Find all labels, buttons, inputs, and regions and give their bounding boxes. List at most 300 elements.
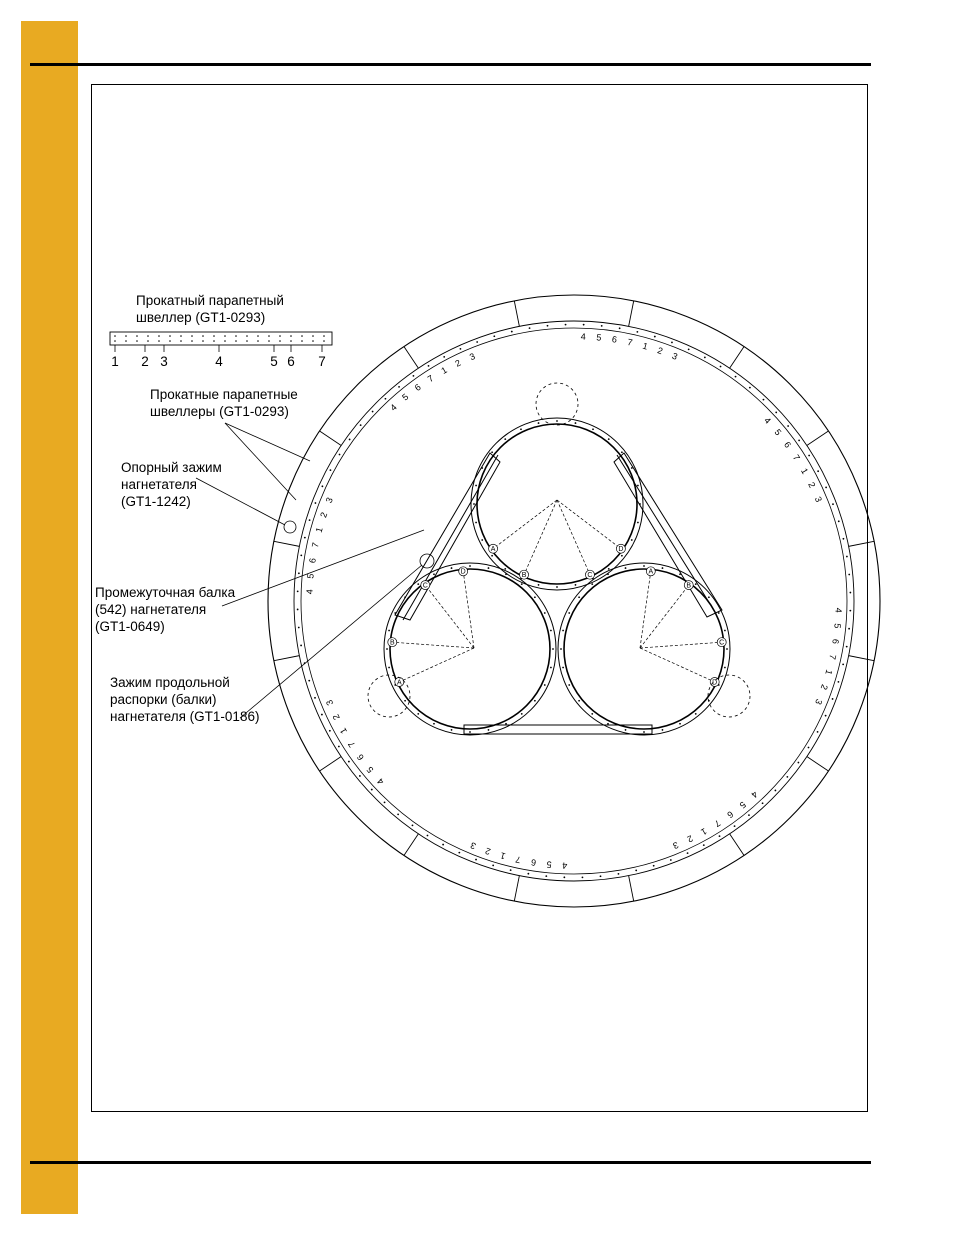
bolt-hole	[371, 789, 373, 791]
bolt-hole	[458, 852, 460, 854]
ring-number: 4	[833, 607, 844, 613]
ring-number: 7	[626, 336, 634, 348]
ring-channel-numbers	[304, 331, 843, 870]
channel-hole	[158, 335, 160, 337]
blower-inner-ring	[390, 569, 550, 729]
bolt-hole	[825, 487, 827, 489]
channel-hole	[257, 340, 259, 342]
blower-hole	[388, 630, 390, 632]
ring-number: 5	[305, 573, 316, 580]
ring-number: 2	[656, 345, 665, 357]
blower-hole	[591, 713, 593, 715]
ring-number: 4	[749, 789, 760, 800]
blower-frame	[395, 453, 725, 734]
channel-hole	[147, 335, 149, 337]
channel-hole	[301, 335, 303, 337]
ring-number: 6	[307, 557, 318, 564]
ring-number: 7	[309, 541, 321, 549]
blower-hole	[550, 667, 552, 669]
blower-inner-ring	[564, 569, 724, 729]
ring-number: 2	[818, 683, 830, 692]
ring-number: 5	[832, 622, 843, 629]
blower-hole	[404, 596, 406, 598]
blower-inner-ring	[477, 424, 637, 584]
blower-hole	[475, 485, 477, 487]
hole-letter: C	[719, 639, 725, 647]
bolt-hole	[583, 324, 585, 326]
ring-number: 3	[671, 839, 680, 851]
ring-number: 5	[364, 764, 376, 775]
ring-number: 4	[562, 860, 568, 871]
blower-hole	[608, 438, 610, 440]
channel-hole	[213, 340, 215, 342]
bolt-hole	[846, 556, 848, 558]
blower-hole	[621, 555, 623, 557]
blower-hole	[552, 648, 554, 650]
channel-hole	[136, 340, 138, 342]
blower-hole	[637, 485, 639, 487]
bolt-hole	[786, 776, 788, 778]
support-clamp-marker	[284, 521, 296, 533]
ring-number: 7	[514, 854, 522, 866]
ring-number: 1	[337, 726, 350, 736]
channel-hole	[235, 335, 237, 337]
blower-hole	[556, 586, 558, 588]
blower-hole	[724, 630, 726, 632]
hole-reference-line	[399, 648, 474, 682]
blower-hole	[491, 555, 493, 557]
ring-number: 4	[304, 589, 315, 595]
channel-hole	[202, 340, 204, 342]
bolt-hole	[398, 386, 400, 388]
segment-tick	[320, 757, 342, 771]
ring-bolt-holes	[297, 324, 852, 879]
hole-letter: D	[712, 679, 718, 687]
bolt-hole	[427, 835, 429, 837]
bolt-hole	[848, 628, 850, 630]
channel-hole	[125, 335, 127, 337]
bolt-hole	[493, 335, 495, 337]
bolt-hole	[339, 454, 341, 456]
bolt-hole	[321, 714, 323, 716]
channel-hole	[136, 335, 138, 337]
segment-tick	[514, 301, 519, 327]
bolt-hole	[838, 520, 840, 522]
blower-hole	[538, 584, 540, 586]
bolt-hole	[653, 865, 655, 867]
ring-number: 2	[330, 712, 342, 722]
bolt-hole	[808, 455, 810, 457]
bolt-hole	[843, 538, 845, 540]
blower-hole	[534, 596, 536, 598]
ring-number: 6	[782, 439, 794, 450]
hole-letter: C	[587, 572, 593, 580]
bolt-hole	[787, 425, 789, 427]
ring-number: 2	[483, 845, 492, 857]
ring-number: 7	[425, 373, 436, 385]
hole-letter: A	[490, 546, 496, 554]
blower-hole	[718, 612, 720, 614]
callout-channel-plural: Прокатные парапетные швеллеры (GT1-0293)	[150, 387, 298, 419]
channel-hole	[257, 335, 259, 337]
ring-number: 5	[546, 859, 553, 870]
bolt-hole	[719, 835, 721, 837]
channel-hole	[224, 340, 226, 342]
bolt-hole	[671, 342, 673, 344]
ring-number: 3	[324, 698, 336, 707]
leader-lines	[196, 423, 434, 718]
blower-hole	[592, 428, 594, 430]
bolt-hole	[413, 375, 415, 377]
hole-reference-line	[524, 500, 557, 575]
channel-hole	[235, 340, 237, 342]
bolt-hole	[297, 590, 299, 592]
ring-number: 6	[611, 334, 618, 345]
ring-number: 7	[346, 739, 358, 750]
blower-hole	[534, 700, 536, 702]
channel-bar	[110, 332, 332, 345]
blower-hole	[433, 723, 435, 725]
blower-hole	[550, 630, 552, 632]
bolt-hole	[527, 873, 529, 875]
channel-hole	[125, 340, 127, 342]
bolt-hole	[582, 876, 584, 878]
segment-tick	[730, 834, 744, 856]
bolt-hole	[703, 844, 705, 846]
hole-reference-line	[557, 500, 621, 549]
blower-hole	[578, 596, 580, 598]
bolt-hole	[849, 592, 851, 594]
bolt-hole	[774, 790, 776, 792]
channel-hole	[246, 340, 248, 342]
bolt-hole	[338, 746, 340, 748]
segment-tick	[849, 656, 875, 661]
blower-hole	[621, 451, 623, 453]
bolt-hole	[298, 572, 300, 574]
bolt-hole	[385, 398, 387, 400]
channel-hole	[312, 335, 314, 337]
ring-number: 3	[468, 351, 477, 363]
ring-number: 2	[806, 480, 818, 490]
blower-hole	[538, 422, 540, 424]
segment-tick	[730, 347, 744, 369]
bolt-hole	[763, 399, 765, 401]
blower-hole	[607, 723, 609, 725]
blower-hole	[726, 648, 728, 650]
bolt-hole	[842, 663, 844, 665]
bolt-hole	[442, 844, 444, 846]
hole-reference-line	[640, 568, 654, 648]
ring-number: 1	[641, 340, 649, 352]
ring-number: 4	[762, 415, 773, 426]
ring-segment-ticks	[274, 301, 874, 901]
bolt-hole	[298, 627, 300, 629]
blower-hole	[451, 567, 453, 569]
channel-position-label: 2	[141, 354, 149, 369]
blower-outer-ring	[558, 563, 730, 735]
bolt-hole	[704, 357, 706, 359]
ring-number: 4	[580, 331, 586, 342]
segment-tick	[629, 301, 634, 327]
channel-hole	[290, 340, 292, 342]
bolt-hole	[300, 554, 302, 556]
bolt-hole	[476, 341, 478, 343]
bolt-hole	[360, 424, 362, 426]
hole-reference-line	[640, 648, 715, 682]
bolt-hole	[397, 813, 399, 815]
segment-tick	[629, 876, 634, 902]
ring-number: 1	[699, 825, 709, 838]
hole-letter: D	[618, 546, 624, 554]
bolt-hole	[492, 865, 494, 867]
callout-intermediate-beam: Промежуточная балка (542) нагнетателя (GT1-0649)	[95, 585, 236, 634]
bolt-hole	[547, 325, 549, 327]
channel-position-label: 1	[111, 354, 119, 369]
channel-hole	[191, 335, 193, 337]
ring-number: 2	[685, 833, 695, 845]
bolt-hole	[412, 825, 414, 827]
channel-hole	[180, 335, 182, 337]
bolt-hole	[762, 802, 764, 804]
bolt-hole	[372, 411, 374, 413]
blower-hole	[625, 729, 627, 731]
bolt-hole	[545, 875, 547, 877]
bolt-hole	[475, 859, 477, 861]
blower-hole	[560, 648, 562, 650]
bolt-hole	[563, 876, 565, 878]
bolt-hole	[838, 681, 840, 683]
callout-brace-clamp: Зажим продольной распорки (балки) нагнетателя (GT1-0186)	[110, 675, 260, 724]
bolt-hole	[817, 470, 819, 472]
channel-hole	[301, 340, 303, 342]
segment-tick	[404, 347, 418, 369]
bolt-hole	[329, 730, 331, 732]
channel-hole	[180, 340, 182, 342]
channel-position-label: 6	[287, 354, 295, 369]
blower-hole	[504, 438, 506, 440]
bolt-hole	[848, 574, 850, 576]
ring-number: 1	[823, 668, 835, 676]
bolt-hole	[635, 870, 637, 872]
blower-hole	[631, 539, 633, 541]
channel-hole	[279, 335, 281, 337]
ring-number: 1	[313, 526, 325, 534]
bolt-hole	[321, 485, 323, 487]
bolt-hole	[735, 376, 737, 378]
channel-hole	[202, 335, 204, 337]
blower-units	[384, 418, 730, 735]
channel-position-ticks	[111, 345, 326, 369]
blower-hole	[562, 667, 564, 669]
bolt-hole	[309, 519, 311, 521]
channel-hole	[213, 335, 215, 337]
bolt-hole	[348, 761, 350, 763]
hole-reference-line	[493, 500, 557, 549]
hole-reference-line	[640, 585, 689, 648]
blower-hole	[520, 428, 522, 430]
channel-hole	[246, 335, 248, 337]
blower-hole	[662, 567, 664, 569]
channel-holes	[114, 335, 325, 342]
blower-hole	[608, 568, 610, 570]
ring-number: 3	[812, 495, 824, 504]
hole-reference-line	[640, 639, 725, 648]
hole-letter: A	[648, 568, 654, 576]
blower-hole	[607, 573, 609, 575]
blower-hole	[473, 503, 475, 505]
bolt-hole	[619, 327, 621, 329]
hole-reference-line	[425, 585, 474, 648]
callout-channel-single: Прокатный парапетный швеллер (GT1-0293)	[136, 293, 284, 325]
ring-number: 6	[530, 857, 537, 868]
bolt-hole	[636, 331, 638, 333]
blower-hole	[643, 565, 645, 567]
ring-number: 4	[388, 402, 399, 413]
bolt-hole	[670, 859, 672, 861]
segment-tick	[404, 834, 418, 856]
blower-hole	[544, 684, 546, 686]
blower-hole	[469, 731, 471, 733]
ring-number: 5	[737, 799, 748, 811]
blower-hole	[481, 539, 483, 541]
blower-hole	[562, 630, 564, 632]
channel-hole	[268, 340, 270, 342]
bolt-hole	[687, 852, 689, 854]
blower-hole	[504, 568, 506, 570]
blower-hole	[556, 420, 558, 422]
ring-number: 3	[813, 697, 825, 707]
blower-hole	[639, 503, 641, 505]
ring-number: 6	[354, 752, 366, 763]
ring-number: 7	[712, 817, 723, 829]
channel-detail	[110, 332, 332, 369]
channel-position-label: 5	[270, 354, 278, 369]
blower-hole	[631, 467, 633, 469]
bolt-hole	[428, 365, 430, 367]
blower-hole	[505, 723, 507, 725]
ring-number: 2	[318, 510, 330, 519]
ring-number: 4	[375, 776, 386, 787]
bolt-hole	[798, 440, 800, 442]
blower-hole	[521, 713, 523, 715]
bolt-hole	[618, 873, 620, 875]
callout-support-clamp: Опорный зажим нагнетателя (GT1-1242)	[121, 460, 222, 509]
bolt-hole	[849, 610, 851, 612]
bolt-hole	[315, 502, 317, 504]
blower-hole	[568, 684, 570, 686]
blower-hole	[643, 731, 645, 733]
channel-hole	[224, 335, 226, 337]
blower-hole	[662, 729, 664, 731]
blower-hole	[578, 700, 580, 702]
ring-number: 5	[772, 427, 784, 438]
segment-tick	[274, 541, 300, 546]
blower-hole	[695, 713, 697, 715]
blower-hole	[481, 467, 483, 469]
channel-hole	[279, 340, 281, 342]
channel-hole	[323, 340, 325, 342]
segment-tick	[807, 431, 829, 445]
segment-tick	[849, 541, 875, 546]
blower-hole	[695, 583, 697, 585]
ring-number: 6	[830, 638, 841, 645]
ring-number: 1	[798, 466, 811, 476]
bolt-hole	[748, 814, 750, 816]
hole-letter: C	[422, 582, 428, 590]
bolt-hole	[734, 825, 736, 827]
blower-hole	[575, 422, 577, 424]
blower-hole	[488, 729, 490, 731]
bolt-hole	[601, 325, 603, 327]
bolt-hole	[749, 387, 751, 389]
blower-hole	[708, 596, 710, 598]
bolt-hole	[775, 412, 777, 414]
bolt-hole	[600, 875, 602, 877]
ring-number: 3	[468, 840, 478, 852]
channel-hole	[169, 340, 171, 342]
ring-number: 7	[790, 452, 802, 463]
blower-hole	[724, 667, 726, 669]
blower-hole	[394, 612, 396, 614]
bolt-hole	[314, 697, 316, 699]
bolt-hole	[846, 646, 848, 648]
channel-hole	[191, 340, 193, 342]
bolt-hole	[460, 348, 462, 350]
channel-hole	[169, 335, 171, 337]
channel-hole	[312, 340, 314, 342]
bolt-hole	[443, 356, 445, 358]
blower-hole	[679, 723, 681, 725]
bolt-hole	[720, 366, 722, 368]
blower-hole	[637, 522, 639, 524]
bin-middle-ring	[294, 321, 854, 881]
blower-hole	[386, 648, 388, 650]
blower-hole	[491, 451, 493, 453]
segment-tick	[807, 757, 829, 771]
segment-tick	[320, 431, 342, 445]
bin-outer-ring	[268, 295, 880, 907]
ring-number: 1	[499, 850, 507, 862]
bolt-hole	[330, 469, 332, 471]
blower-hole	[679, 573, 681, 575]
bolt-hole	[359, 775, 361, 777]
channel-position-label: 7	[318, 354, 326, 369]
bolt-hole	[349, 439, 351, 441]
bin-inner-ring	[301, 328, 847, 874]
segment-tick	[274, 656, 300, 661]
bolt-hole	[832, 698, 834, 700]
ring-number: 1	[439, 364, 449, 377]
blower-hole	[469, 565, 471, 567]
blower-hole	[488, 567, 490, 569]
blower-hole	[544, 612, 546, 614]
ring-number: 3	[670, 350, 680, 362]
bolt-hole	[817, 731, 819, 733]
bolt-hole	[825, 715, 827, 717]
bolt-hole	[688, 348, 690, 350]
channel-position-label: 3	[160, 354, 168, 369]
ring-number: 6	[725, 809, 736, 821]
blower-hole	[505, 573, 507, 575]
hidden-transition-circles	[368, 383, 750, 717]
channel-hole	[147, 340, 149, 342]
blower-hole	[433, 573, 435, 575]
bolt-hole	[511, 331, 513, 333]
blower-hole	[417, 713, 419, 715]
bolt-hole	[297, 609, 299, 611]
blower-outer-ring	[471, 418, 643, 590]
bolt-hole	[798, 762, 800, 764]
